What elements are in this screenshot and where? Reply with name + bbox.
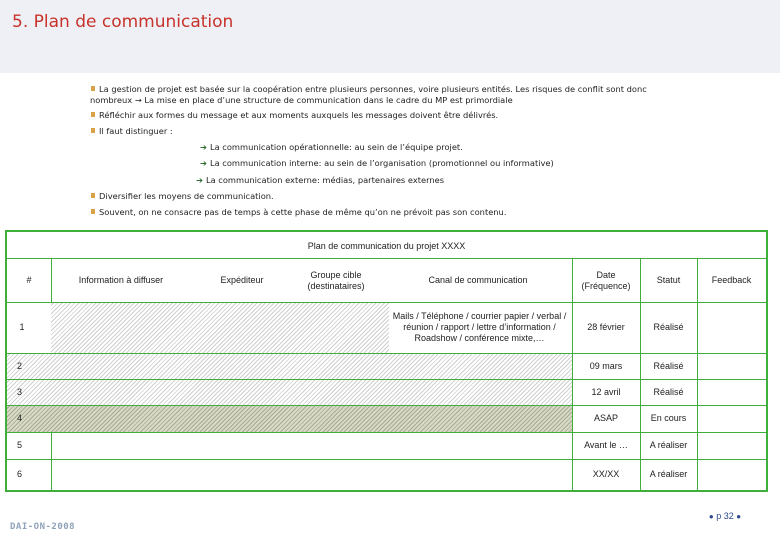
table-row-status: Réalisé — [653, 386, 684, 397]
header-channel: Canal de communication — [428, 275, 528, 285]
table-row-num: 3 — [17, 386, 23, 397]
table-row-status: A réaliser — [649, 440, 688, 450]
table-row-date: Avant le … — [584, 440, 628, 450]
arrow-right-icon: ➔ — [200, 142, 207, 152]
title-band — [0, 0, 780, 73]
table-row-date: ASAP — [593, 413, 618, 423]
sub-item-2 — [200, 158, 554, 169]
table-row-num: 4 — [17, 413, 23, 423]
bullet-1 — [91, 84, 647, 95]
sub-item-text: La communication externe: médias, partenaires externes — [205, 175, 445, 185]
table-row-num: 2 — [17, 360, 23, 371]
header-num: # — [26, 275, 32, 285]
table-row-num: 5 — [17, 440, 23, 450]
table-row-date: XX/XX — [592, 469, 620, 479]
bullet-square-icon — [91, 86, 95, 91]
communication-plan-table — [5, 230, 768, 492]
table-row-status: Réalisé — [653, 360, 684, 371]
hatched-area-row4 — [7, 405, 572, 432]
bullet-5 — [91, 207, 506, 218]
table-row-status: A réaliser — [649, 469, 688, 479]
bullet-dot-icon: ● — [708, 512, 714, 521]
bullet-2 — [91, 110, 498, 121]
table-row-date: 12 avril — [591, 386, 621, 397]
table-row-status: Réalisé — [653, 322, 684, 332]
arrow-right-icon: ➔ — [196, 175, 203, 185]
footer-logo-text: DAI-ON-2008 — [10, 522, 76, 532]
header-info: Information à diffuser — [78, 275, 164, 285]
table-title: Plan de communication du projet XXXX — [7, 232, 766, 259]
header-target: Groupe cible (destinataires) — [307, 269, 365, 291]
bullet-dot-icon: ● — [736, 512, 742, 521]
table-row-date: 09 mars — [589, 360, 623, 371]
arrow-right-icon: ➔ — [200, 158, 207, 168]
bullet-text: Diversifier les moyens de communication. — [99, 191, 274, 201]
bullet-text: Il faut distinguer : — [99, 126, 173, 136]
bullet-text: La gestion de projet est basée sur la coopération entre plusieurs personnes, voire plusieurs entités. Les risques de conflit sont donc — [99, 84, 647, 94]
header-date: Date (Fréquence) — [581, 269, 631, 291]
table-row-num: 1 — [19, 322, 25, 332]
page-number-text: p 32 — [716, 511, 734, 521]
table-row-channel: Mails / Téléphone / courrier papier / verbal / réunion / rapport / lettre d’information / Roadshow / conférence mixte,… — [392, 311, 567, 343]
bullet-4 — [91, 191, 274, 202]
header-sender: Expéditeur — [220, 275, 264, 285]
sub-item-text: La communication opérationnelle: au sein de l’équipe projet. — [209, 142, 463, 152]
page-title: 5. Plan de communication — [12, 12, 234, 32]
column-divider — [51, 432, 52, 490]
sub-item-3 — [196, 175, 444, 186]
bullet-text: Réfléchir aux formes du message et aux moments auxquels les messages doivent être délivrés. — [99, 110, 499, 120]
bullet-square-icon — [91, 193, 95, 198]
table-row-status: En cours — [650, 413, 687, 423]
header-status: Statut — [656, 275, 681, 285]
bullet-1-continuation: nombreux → La mise en place d’une structure de communication dans le cadre du MP est primordiale — [90, 95, 513, 105]
bullet-square-icon — [91, 128, 95, 133]
bullet-text: Souvent, on ne consacre pas de temps à cette phase de même qu’on ne prévoit pas son contenu. — [99, 207, 507, 217]
header-feedback: Feedback — [711, 275, 752, 285]
table-row-date: 28 février — [587, 322, 625, 332]
sub-item-text: La communication interne: au sein de l’organisation (promotionnel ou informative) — [209, 158, 554, 168]
bullet-square-icon — [91, 112, 95, 117]
hatched-area-row1-a — [51, 302, 389, 353]
hatched-area-row3 — [7, 379, 572, 405]
page-number — [694, 508, 756, 524]
hatched-area-row2 — [7, 353, 572, 379]
bullet-square-icon — [91, 209, 95, 214]
sub-item-1 — [200, 142, 463, 153]
bullet-3 — [91, 126, 173, 137]
table-row-num: 6 — [17, 469, 23, 479]
